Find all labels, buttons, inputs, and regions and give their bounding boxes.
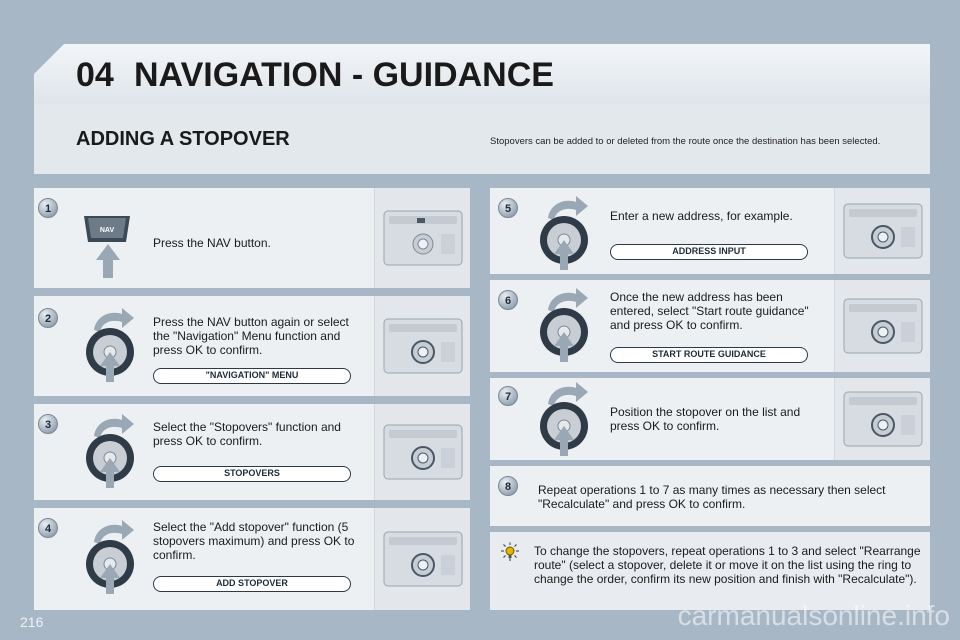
page-number: 216 (20, 614, 44, 630)
step-7-text: Position the stopover on the list and press OK to confirm. (610, 405, 801, 433)
step-4-device-image (374, 508, 470, 610)
add-stopover-screen-label: ADD STOPOVER (153, 576, 351, 592)
page-title: NAVIGATION - GUIDANCE (134, 56, 554, 94)
lightbulb-icon (500, 542, 520, 562)
stopovers-screen-label: STOPOVERS (153, 466, 351, 482)
rotary-knob-icon (80, 516, 146, 596)
step-2-device-image (374, 296, 470, 396)
start-route-guidance-screen-label: START ROUTE GUIDANCE (610, 347, 808, 363)
step-6-text: Once the new address has been entered, select "Start route guidance" and press OK to confirm. (610, 290, 809, 332)
audio-unit-icon (843, 203, 923, 259)
navigation-menu-screen-label: "NAVIGATION" MENU (153, 368, 351, 384)
step-3-number-badge: 3 (38, 414, 58, 434)
step-4-number-badge: 4 (38, 518, 58, 538)
rotary-knob-icon (534, 284, 600, 364)
rotary-knob-icon (534, 378, 600, 458)
step-4-text: Select the "Add stopover" function (5 stopovers maximum) and press OK to confirm. (153, 520, 355, 562)
step-1-device-image (374, 188, 470, 288)
chapter-number: 04 (76, 56, 114, 94)
rotary-knob-icon (80, 410, 146, 490)
audio-unit-icon (383, 531, 463, 587)
rotary-knob-icon (80, 304, 146, 384)
step-2-number-badge: 2 (38, 308, 58, 328)
nav-key-label: NAV (99, 227, 115, 234)
audio-unit-icon (843, 391, 923, 447)
address-input-screen-label: ADDRESS INPUT (610, 244, 808, 260)
step-6-number-badge: 6 (498, 290, 518, 310)
rotary-knob-icon (534, 192, 600, 272)
audio-unit-icon (383, 210, 463, 266)
audio-unit-icon (843, 298, 923, 354)
step-2-text: Press the NAV button again or select the "Navigation" Menu function and press OK to confirm. (153, 315, 349, 357)
step-5-device-image (834, 188, 930, 274)
tip-text: To change the stopovers, repeat operations 1 to 3 and select "Rearrange route" (select a stopover, delete it or move it on the list using the ring to change the order, confirm its new position and finish with "Recalculate"). (534, 544, 921, 586)
audio-unit-icon (383, 318, 463, 374)
step-7-number-badge: 7 (498, 386, 518, 406)
step-1-text: Press the NAV button. (153, 236, 271, 250)
step-5-text: Enter a new address, for example. (610, 209, 793, 223)
step-5-number-badge: 5 (498, 198, 518, 218)
nav-button-icon (80, 214, 136, 280)
intro-text: Stopovers can be added to or deleted from the route once the destination has been selected. (490, 136, 881, 147)
step-3-text: Select the "Stopovers" function and press OK to confirm. (153, 420, 341, 448)
step-3-device-image (374, 404, 470, 500)
step-8-text: Repeat operations 1 to 7 as many times as necessary then select "Recalculate" and press OK to confirm. (538, 483, 886, 511)
audio-unit-icon (383, 424, 463, 480)
step-6-device-image (834, 280, 930, 372)
watermark: carmanualsonline.info (677, 600, 950, 631)
step-1-number-badge: 1 (38, 198, 58, 218)
step-8-number-badge: 8 (498, 476, 518, 496)
section-subtitle: ADDING A STOPOVER (76, 128, 290, 150)
step-7-device-image (834, 378, 930, 460)
